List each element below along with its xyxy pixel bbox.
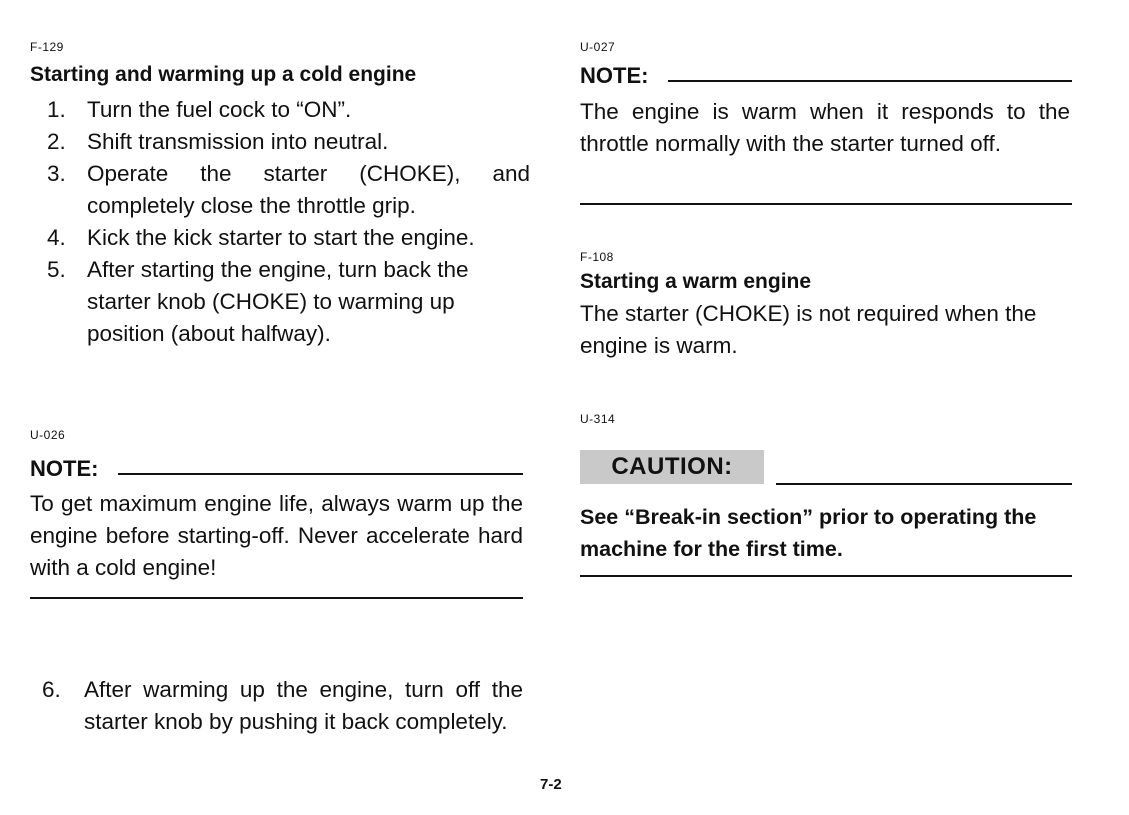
caution-rule-top	[776, 483, 1072, 485]
note-label-left: NOTE:	[30, 456, 99, 481]
note-rule-bottom-left	[30, 597, 523, 599]
list-item	[30, 126, 530, 158]
cold-engine-steps	[30, 94, 530, 350]
note-text-right: The engine is warm when it responds to the throttle normally with the starter turned off.	[580, 99, 1070, 156]
step-number: 5.	[47, 257, 66, 282]
step-number: 6.	[42, 677, 61, 702]
note-text-left: To get maximum engine life, always warm up the engine before starting-off. Never accelerate hard with a cold engine!	[30, 491, 523, 580]
step-text: After starting the engine, turn back the starter knob (CHOKE) to warming up position (about halfway).	[87, 257, 469, 346]
step-text: Operate the starter (CHOKE), and completely close the throttle grip.	[87, 161, 530, 218]
note-label-right: NOTE:	[580, 63, 649, 88]
section-code-f108: F-108	[580, 250, 614, 264]
note-code-u026: U-026	[30, 428, 66, 442]
step-text: Shift transmission into neutral.	[87, 129, 389, 154]
caution-label: CAUTION:	[611, 453, 733, 480]
list-item	[30, 158, 530, 222]
step-text: Turn the fuel cock to “ON”.	[87, 97, 352, 122]
step-6-list	[30, 674, 523, 738]
step-number: 2.	[47, 129, 66, 154]
section-title-warm-engine: Starting a warm engine	[580, 270, 812, 293]
section-code-f129: F-129	[30, 40, 64, 54]
section-title-cold-engine: Starting and warming up a cold engine	[30, 63, 417, 86]
list-item	[30, 674, 523, 738]
note-rule-top-right	[668, 80, 1072, 82]
step-number: 3.	[47, 161, 66, 186]
caution-code-u314: U-314	[580, 412, 616, 426]
note-code-u027: U-027	[580, 40, 616, 54]
step-text: After warming up the engine, turn off the starter knob by pushing it back completely.	[84, 677, 523, 734]
page-number: 7-2	[540, 776, 562, 793]
list-item	[30, 222, 530, 254]
warm-engine-text: The starter (CHOKE) is not required when the engine is warm.	[580, 301, 1037, 358]
caution-text: See “Break-in section” prior to operating the machine for the first time.	[580, 505, 1037, 561]
note-rule-top-left	[118, 473, 523, 475]
list-item	[30, 254, 530, 350]
step-number: 1.	[47, 97, 66, 122]
caution-badge	[580, 450, 764, 484]
step-text: Kick the kick starter to start the engine.	[87, 225, 475, 250]
step-number: 4.	[47, 225, 66, 250]
note-rule-bottom-right	[580, 203, 1072, 205]
list-item	[30, 94, 530, 126]
caution-rule-bottom	[580, 575, 1072, 577]
